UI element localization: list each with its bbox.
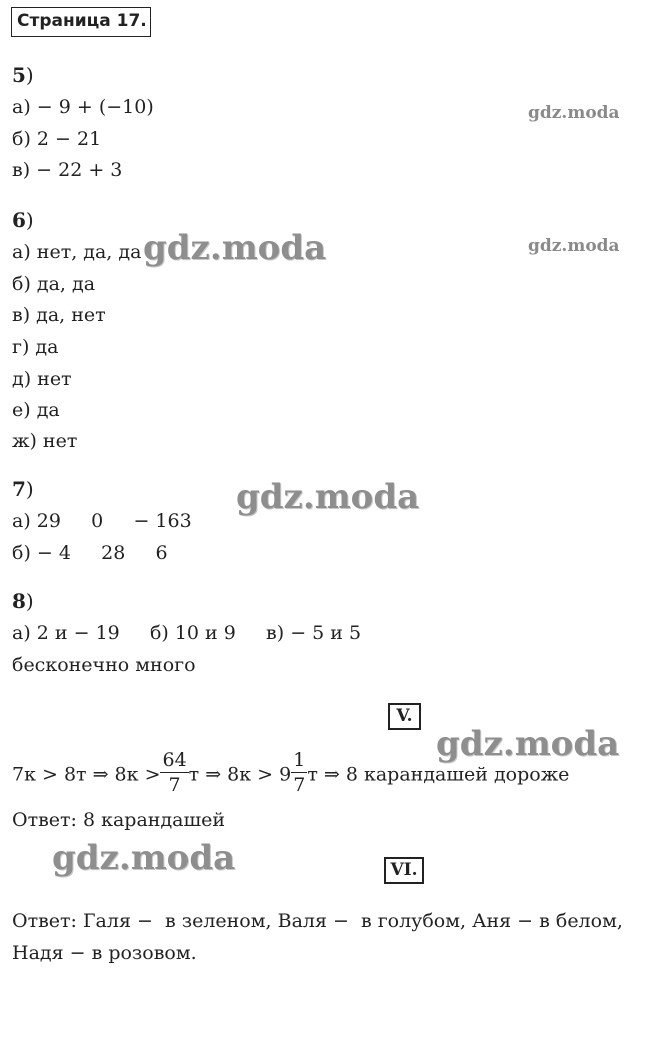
task-5-line-b: б) 2 − 21: [12, 128, 102, 150]
section-vi-label: VI.: [390, 860, 418, 880]
watermark-4: gdz.moda: [236, 477, 420, 517]
fraction-1-7-denominator: 7: [293, 774, 306, 796]
inequality-part-1: 7к > 8т ⇒ 8к >: [12, 763, 161, 786]
section-v-label: V.: [396, 706, 413, 726]
task-6-line-a: а) нет, да, да: [12, 241, 142, 263]
inequality-part-3: т ⇒ 8 карандашей дороже: [307, 763, 570, 786]
task-5-number: 5: [12, 63, 26, 87]
fraction-64-7-denominator: 7: [168, 774, 181, 796]
section-v-box: [388, 703, 421, 730]
fraction-1-7-numerator: 1: [293, 749, 306, 771]
task-7-paren: ): [25, 477, 34, 501]
task-7-heading: [12, 477, 34, 501]
task-6-line-f: е) да: [12, 399, 60, 421]
page-number-dot: .: [140, 11, 147, 31]
task-5-heading: [12, 63, 34, 87]
task-8-line-b: бесконечно много: [12, 654, 196, 676]
task-5-line-c: в) − 22 + 3: [12, 159, 123, 181]
watermark-2: gdz.moda: [528, 236, 620, 256]
watermark-1: gdz.moda: [528, 103, 620, 123]
task-6-line-c: в) да, нет: [12, 304, 106, 326]
fraction-64-7: [160, 748, 188, 797]
task-7-number: 7: [12, 477, 26, 501]
task-6-heading: [12, 208, 34, 232]
fraction-64-7-numerator: 64: [162, 749, 187, 771]
task-5-paren: ): [25, 63, 34, 87]
task-7-line-a: а) 29 0 − 163: [12, 510, 192, 532]
task-8-heading: [12, 589, 34, 613]
task-8-number: 8: [12, 589, 26, 613]
watermark-3: gdz.moda: [143, 228, 327, 268]
inequality-part-2: т ⇒ 8к > 9: [188, 763, 292, 786]
watermark-5: gdz.moda: [436, 724, 620, 764]
task-8-paren: ): [25, 589, 34, 613]
fraction-1-7: [291, 748, 307, 797]
task-6-paren: ): [25, 208, 34, 232]
task-5-line-a: а) − 9 + (−10): [12, 96, 154, 118]
task-8-line-a: а) 2 и − 19 б) 10 и 9 в) − 5 и 5: [12, 622, 362, 644]
section-vi-box: [384, 857, 424, 884]
task-6-line-g: ж) нет: [12, 430, 78, 452]
answer-vi-line-2: Надя − в розовом.: [12, 942, 197, 964]
task-6-number: 6: [12, 208, 26, 232]
task-7-line-b: б) − 4 28 6: [12, 542, 168, 564]
page-number-box: [11, 7, 151, 37]
answer-v: Ответ: 8 карандашей: [12, 809, 226, 831]
answer-vi-line-1: Ответ: Галя − в зеленом, Валя − в голубом, Аня − в белом,: [12, 910, 623, 932]
page-number-label: Страница 17: [17, 11, 141, 31]
task-6-line-e: д) нет: [12, 368, 72, 390]
task-6-line-b: б) да, да: [12, 273, 96, 295]
task-6-line-d: г) да: [12, 336, 59, 358]
watermark-6: gdz.moda: [52, 838, 236, 878]
